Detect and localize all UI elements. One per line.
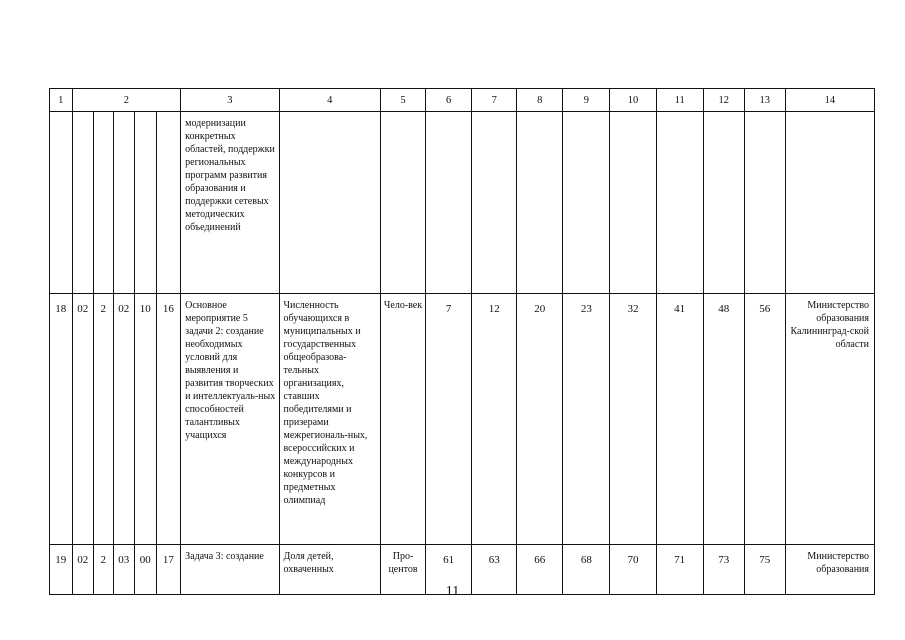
code-cell: 03	[113, 545, 135, 595]
value-cell: 71	[656, 545, 703, 595]
row-number: 19	[50, 545, 73, 595]
indicators-table	[49, 88, 875, 595]
code-cell: 17	[156, 545, 181, 595]
header-cell: 13	[744, 89, 785, 112]
page-number: 11	[445, 584, 460, 599]
value-cell: 12	[472, 294, 517, 545]
value-cell: 20	[517, 294, 563, 545]
header-cell: 3	[181, 89, 279, 112]
value-cell: 56	[744, 294, 785, 545]
table-cell	[703, 112, 744, 294]
unit-cell: Про-центов	[380, 545, 425, 595]
table-cell	[50, 112, 73, 294]
header-cell: 2	[72, 89, 181, 112]
header-cell: 6	[426, 89, 472, 112]
code-cell: 10	[135, 294, 157, 545]
value-cell: 7	[426, 294, 472, 545]
table-cell	[135, 112, 157, 294]
indicator-description: Доля детей, охваченных	[279, 545, 380, 595]
table-cell	[279, 112, 380, 294]
table-cell	[517, 112, 563, 294]
table-cell	[744, 112, 785, 294]
table-cell	[563, 112, 610, 294]
table-cell	[426, 112, 472, 294]
value-cell: 48	[703, 294, 744, 545]
code-cell: 2	[94, 545, 113, 595]
header-cell: 5	[380, 89, 425, 112]
event-description: Задача 3: создание	[181, 545, 279, 595]
code-cell: 16	[156, 294, 181, 545]
value-cell: 73	[703, 545, 744, 595]
event-description: Основное мероприятие 5 задачи 2: создание необходимых условий для выявления и развития творческих и интеллектуаль-ных способностей талантливых учащихся	[181, 294, 279, 545]
header-cell: 7	[472, 89, 517, 112]
table-cell	[156, 112, 181, 294]
header-cell: 10	[610, 89, 656, 112]
header-cell: 4	[279, 89, 380, 112]
value-cell: 61	[426, 545, 472, 595]
code-cell: 02	[72, 294, 94, 545]
table-row	[50, 294, 875, 545]
header-row	[50, 89, 875, 112]
header-cell: 12	[703, 89, 744, 112]
header-cell: 11	[656, 89, 703, 112]
table-cell	[785, 112, 874, 294]
value-cell: 66	[517, 545, 563, 595]
header-cell: 8	[517, 89, 563, 112]
value-cell: 70	[610, 545, 656, 595]
executor-cell: Министерство образования	[785, 545, 874, 595]
executor-cell: Министерство образования Калининград-ской области	[785, 294, 874, 545]
unit-cell: Чело-век	[380, 294, 425, 545]
table-cell	[380, 112, 425, 294]
code-cell: 02	[113, 294, 135, 545]
table-cell	[656, 112, 703, 294]
value-cell: 75	[744, 545, 785, 595]
value-cell: 68	[563, 545, 610, 595]
value-cell: 63	[472, 545, 517, 595]
value-cell: 32	[610, 294, 656, 545]
table-cell	[72, 112, 94, 294]
value-cell: 41	[656, 294, 703, 545]
table-cell	[472, 112, 517, 294]
header-cell: 14	[785, 89, 874, 112]
event-description: модернизации конкретных областей, поддержки региональных программ развития образования и поддержки сетевых методических объединений	[181, 112, 279, 294]
code-cell: 02	[72, 545, 94, 595]
row-number: 18	[50, 294, 73, 545]
header-cell: 9	[563, 89, 610, 112]
value-cell: 23	[563, 294, 610, 545]
indicator-description: Численность обучающихся в муниципальных и государственных общеобразова-тельных организациях, ставших победителями и призерами межрегиональ-ных, всероссийских и международных конкурсов и предметных олимпиад	[279, 294, 380, 545]
code-cell: 2	[94, 294, 113, 545]
table-cell	[94, 112, 113, 294]
code-cell: 00	[135, 545, 157, 595]
table-row	[50, 112, 875, 294]
header-cell: 1	[50, 89, 73, 112]
table-cell	[610, 112, 656, 294]
table-cell	[113, 112, 135, 294]
